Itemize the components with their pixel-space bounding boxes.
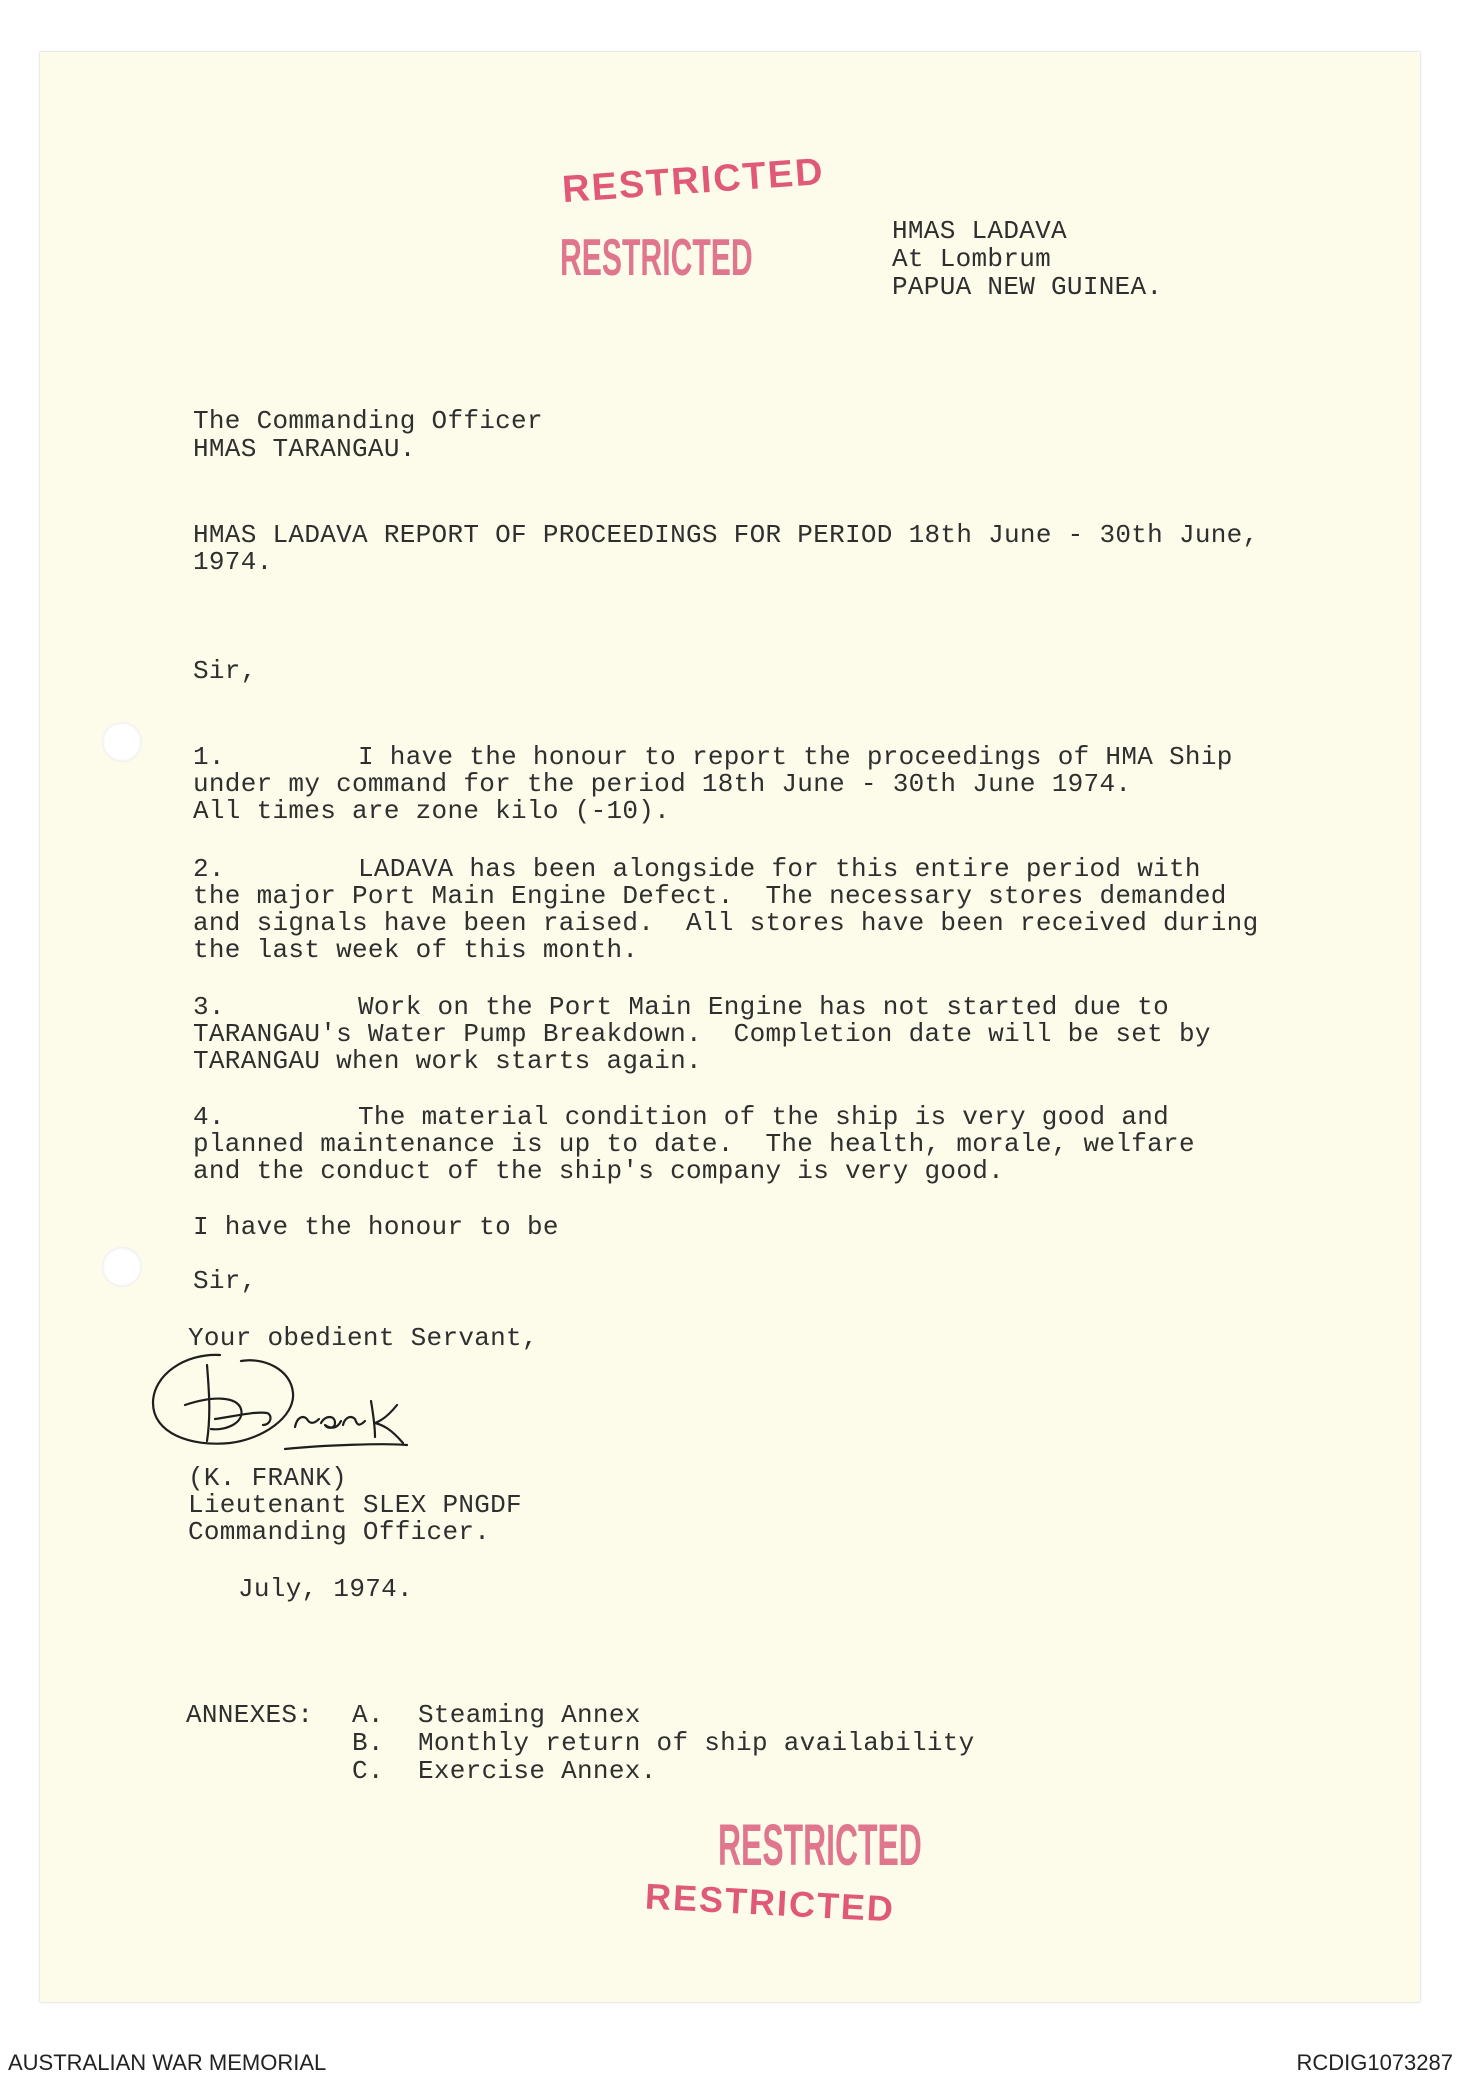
closing-line-1: I have the honour to be bbox=[193, 1212, 559, 1242]
paragraph-3-number: 3. bbox=[193, 992, 225, 1022]
signatory-name: (K. FRANK) bbox=[188, 1463, 348, 1493]
paragraph-4-line-1: The material condition of the ship is very good and bbox=[358, 1102, 1170, 1132]
paragraph-3-line-1: Work on the Port Main Engine has not started due to bbox=[358, 992, 1170, 1022]
footer-record-id: RCDIG1073287 bbox=[1296, 2050, 1453, 2075]
punch-hole-bottom bbox=[102, 1247, 142, 1287]
paragraph-4-line-3: and the conduct of the ship's company is very good. bbox=[193, 1156, 1005, 1186]
paragraph-4-line-2: planned maintenance is up to date. The health, morale, welfare bbox=[193, 1129, 1195, 1159]
annex-a-letter: A. bbox=[352, 1700, 384, 1730]
paragraph-3-line-3: TARANGAU when work starts again. bbox=[193, 1046, 702, 1076]
sender-line-1: HMAS LADAVA bbox=[892, 216, 1067, 246]
signatory-rank: Lieutenant SLEX PNGDF bbox=[188, 1490, 522, 1520]
signatory-title: Commanding Officer. bbox=[188, 1517, 491, 1547]
restricted-stamp-bottom-1: RESTRICTED bbox=[718, 1813, 922, 1878]
paragraph-1-line-3: All times are zone kilo (-10). bbox=[193, 796, 671, 826]
annex-b-letter: B. bbox=[352, 1728, 384, 1758]
punch-hole-top bbox=[102, 722, 142, 762]
restricted-stamp-top-1: RESTRICTED bbox=[560, 150, 826, 212]
restricted-stamp-bottom-2: RESTRICTED bbox=[644, 1875, 896, 1930]
paragraph-2-number: 2. bbox=[193, 854, 225, 884]
closing-line-2: Sir, bbox=[193, 1266, 257, 1296]
paragraph-2-line-1: LADAVA has been alongside for this entire period with bbox=[358, 854, 1201, 884]
annex-c-letter: C. bbox=[352, 1756, 384, 1786]
addressee-line-2: HMAS TARANGAU. bbox=[193, 434, 416, 464]
paragraph-1-number: 1. bbox=[193, 742, 225, 772]
paragraph-2-line-4: the last week of this month. bbox=[193, 935, 639, 965]
sender-line-3: PAPUA NEW GUINEA. bbox=[892, 272, 1163, 302]
annex-c-text: Exercise Annex. bbox=[418, 1756, 657, 1786]
paragraph-2-line-2: the major Port Main Engine Defect. The necessary stores demanded bbox=[193, 881, 1227, 911]
paragraph-1-line-1: I have the honour to report the proceedings of HMA Ship bbox=[358, 742, 1233, 772]
subject-line-1: HMAS LADAVA REPORT OF PROCEEDINGS FOR PERIOD 18th June - 30th June, bbox=[193, 520, 1259, 550]
annex-a-text: Steaming Annex bbox=[418, 1700, 641, 1730]
footer-archive-name: AUSTRALIAN WAR MEMORIAL bbox=[8, 2050, 327, 2075]
subject-line-2: 1974. bbox=[193, 547, 273, 577]
paragraph-4-number: 4. bbox=[193, 1102, 225, 1132]
addressee-line-1: The Commanding Officer bbox=[193, 406, 543, 436]
closing-line-3: Your obedient Servant, bbox=[188, 1323, 538, 1353]
paragraph-2-line-3: and signals have been raised. All stores have been received during bbox=[193, 908, 1259, 938]
annex-b-text: Monthly return of ship availability bbox=[418, 1728, 975, 1758]
sender-line-2: At Lombrum bbox=[892, 244, 1052, 274]
letter-date: July, 1974. bbox=[238, 1574, 413, 1604]
salutation: Sir, bbox=[193, 656, 257, 686]
annexes-label: ANNEXES: bbox=[186, 1700, 314, 1730]
handwritten-signature bbox=[145, 1345, 445, 1460]
restricted-stamp-top-2: RESTRICTED bbox=[560, 229, 753, 287]
paragraph-3-line-2: TARANGAU's Water Pump Breakdown. Completion date will be set by bbox=[193, 1019, 1211, 1049]
paragraph-1-line-2: under my command for the period 18th June - 30th June 1974. bbox=[193, 769, 1132, 799]
